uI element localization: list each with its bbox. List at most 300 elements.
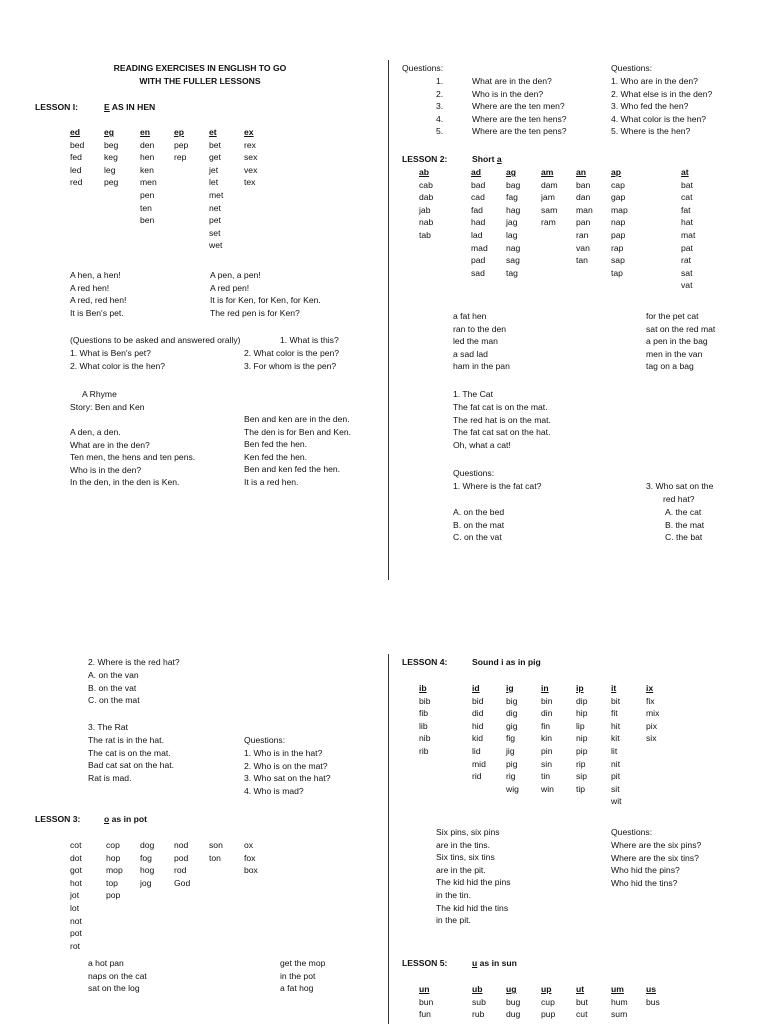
cat-title: 1. The Cat (453, 389, 493, 399)
lesson2-col-head: an (576, 167, 587, 177)
lesson1-title-text: E AS IN HEN (104, 102, 156, 112)
lesson3-title: o as in pot (104, 814, 147, 824)
cat-line-2: The fat cat sat on the hat. (453, 427, 551, 438)
hen-line-1: A red hen! (70, 282, 110, 293)
lesson4-word: tin (541, 771, 551, 782)
poem-line-5: in the tin. (436, 889, 471, 900)
lesson3-col-4 (209, 839, 223, 864)
lesson2-word: mat (681, 229, 696, 240)
lesson4-word: dig (506, 708, 518, 719)
cat-q1-opt-2: C. on the vat (453, 532, 502, 543)
lesson3-word: jog (140, 877, 152, 888)
q2-opt-2: C. on the mat (88, 695, 140, 706)
questions2-list (611, 75, 712, 138)
lesson2-word: mad (471, 242, 488, 253)
lesson1-word: leg (104, 164, 116, 175)
lesson4-word: big (506, 695, 518, 706)
lesson3-word: lot (70, 902, 80, 913)
pen-line-0: A pen, a pen! (210, 270, 261, 280)
lesson3-col-2 (140, 839, 154, 889)
lesson4-word: hip (576, 708, 588, 719)
lesson1-word: ten (140, 202, 152, 213)
lesson1-word: keg (104, 152, 118, 163)
lesson2-word: tap (611, 267, 623, 278)
cat-q1-opt-0: A. on the bed (453, 507, 505, 517)
lesson4-col-ig (506, 682, 519, 795)
lesson2-word: nap (611, 217, 626, 228)
lesson3-col-1 (106, 839, 123, 902)
lesson4-word: hid (472, 720, 484, 731)
lesson5-word: fun (419, 1009, 431, 1020)
lesson2-word: nab (419, 217, 434, 228)
lesson4-word: six (646, 733, 657, 744)
lesson1-word: pep (174, 139, 189, 150)
lesson3-col-0 (70, 839, 82, 952)
lesson5-col-head: um (611, 984, 624, 994)
lesson2-word: hag (506, 204, 521, 215)
poem-line-1: are in the tins. (436, 839, 490, 850)
lesson2-word: hat (681, 217, 693, 228)
lesson2-word: pan (576, 217, 591, 228)
lesson1-col-en (140, 126, 157, 227)
lesson4-word: mix (646, 708, 660, 719)
lesson4-col-head: ip (576, 683, 584, 693)
lesson4-col-id (472, 682, 486, 783)
lesson3-word: fog (140, 852, 152, 863)
lesson4-word: din (541, 708, 553, 719)
pins-questions (611, 839, 701, 889)
lesson3-word: rod (174, 865, 187, 876)
cat-q1-opt-1: B. on the mat (453, 519, 505, 530)
lesson4-col-ip (576, 682, 587, 795)
cat-q3-line2: red hat? (663, 494, 695, 504)
lesson4-word: gig (506, 720, 518, 731)
oral-q-4: 3. For whom is the pen? (244, 361, 337, 371)
lesson3-word: mop (106, 865, 123, 876)
lesson2-word: ram (541, 217, 556, 228)
rhyme-line-1: What are in the den? (70, 439, 150, 450)
lesson3-word: son (209, 840, 223, 850)
lesson4-word: kid (472, 733, 483, 744)
lesson5-word: rub (472, 1009, 485, 1020)
lesson2-word: cad (471, 192, 485, 203)
lesson2-word: dan (576, 192, 591, 203)
lesson2-word: rap (611, 242, 624, 253)
lesson1-label: LESSON I: (35, 102, 78, 112)
questions2-head: Questions: (611, 63, 653, 73)
lesson2-col-ab (419, 166, 433, 242)
rat-line-2: Bad cat sat on the hat. (88, 760, 174, 771)
lesson5-col-up (541, 983, 555, 1021)
lesson1-pen-lines (210, 269, 321, 319)
lesson2-col-head: ag (506, 167, 517, 177)
question-2: Where are the ten men? (472, 101, 565, 112)
lesson5-word: pup (541, 1009, 556, 1020)
oral-q-1: 1. What is Ben's pet? (70, 348, 151, 358)
lesson1-col-ex (244, 126, 257, 189)
lesson3-word: hop (106, 852, 121, 863)
question2-1: 2. What else is in the den? (611, 88, 713, 99)
rhyme-lines (70, 426, 195, 489)
phrase-right-3: men in the van (646, 348, 703, 359)
pen-line-2: It is for Ken, for Ken, for Ken. (210, 295, 321, 306)
lesson3-word: pop (106, 890, 121, 901)
lesson5-col-head: un (419, 984, 430, 994)
lesson3-word: hog (140, 865, 155, 876)
lesson1-word: led (70, 164, 82, 175)
oral-q-0: 1. What is this? (280, 335, 339, 345)
lesson2-word: sam (541, 204, 558, 215)
lesson4-word: bit (611, 695, 621, 706)
lesson1-word: rep (174, 152, 187, 163)
lesson4-word: did (472, 708, 484, 719)
lesson2-col-ap (611, 166, 628, 279)
lesson4-word: wit (611, 796, 622, 807)
lesson3-word: top (106, 877, 118, 888)
phrase-left-3: a sad lad (453, 348, 488, 359)
lesson2-title: Short a (472, 154, 502, 164)
lesson1-title (104, 101, 155, 114)
lesson2-word: dab (419, 192, 434, 203)
poem-line-7: in the pit. (436, 915, 471, 926)
lesson2-word: lag (506, 229, 518, 240)
lesson4-word: nit (611, 758, 621, 769)
lesson4-word: kit (611, 733, 620, 744)
lesson3-word: ton (209, 852, 221, 863)
lesson4-word: nip (576, 733, 588, 744)
lesson2-word: pat (681, 242, 693, 253)
lesson5-word: hum (611, 996, 628, 1007)
lesson2-col-head: ad (471, 167, 482, 177)
lesson2-word: jag (506, 217, 518, 228)
lesson1-word: met (209, 189, 224, 200)
lesson3-word: pot (70, 928, 82, 939)
cat-line-3: Oh, what a cat! (453, 439, 511, 450)
lesson4-word: rid (472, 771, 482, 782)
cat-q3-opt-2: C. the bat (665, 532, 703, 543)
lesson4-word: pix (646, 720, 657, 731)
questions-numbers (436, 75, 443, 138)
rat-lines (88, 734, 174, 784)
phrase-right-1: sat on the red mat (646, 323, 716, 334)
pins-q-head: Questions: (611, 827, 653, 837)
lesson1-word: let (209, 177, 219, 188)
question-num-1: 2. (436, 88, 444, 99)
lesson3-phrase-left-0: a hot pan (88, 958, 124, 968)
lesson4-col-ix (646, 682, 659, 745)
lesson2-col-at (681, 166, 695, 292)
oral-note: (Questions to be asked and answered orally) (70, 335, 241, 345)
lesson3-word: ox (244, 840, 254, 850)
page-divider-bottom (388, 654, 389, 1024)
cat-q3-opt-0: A. the cat (665, 507, 702, 517)
lesson3-col-5 (244, 839, 258, 877)
lesson2-word: pap (611, 229, 626, 240)
doc-title-line1: READING EXERCISES IN ENGLISH TO GO (113, 63, 287, 73)
phrase-left-1: ran to the den (453, 323, 507, 334)
lesson1-col-head: eg (104, 127, 115, 137)
lesson3-word: box (244, 865, 258, 876)
rat-q-2: 3. Who sat on the hat? (244, 773, 331, 784)
lesson2-word: cat (681, 192, 693, 203)
rat-questions (244, 747, 330, 797)
lesson1-word: red (70, 177, 83, 188)
lesson1-col-head: et (209, 127, 217, 137)
lesson4-word: fit (611, 708, 618, 719)
lesson2-word: tab (419, 229, 431, 240)
lesson1-word: sex (244, 152, 258, 163)
lesson3-phrase-left-2: sat on the log (88, 983, 140, 994)
lesson2-word: lad (471, 229, 483, 240)
question-0: What are in the den? (472, 76, 552, 86)
lesson5-col-head: ut (576, 984, 585, 994)
lesson5-col-head: ug (506, 984, 517, 994)
lesson1-word: jet (209, 164, 219, 175)
lesson3-phrases-right (280, 957, 325, 995)
pins-poem (436, 826, 511, 927)
question2-2: 3. Who fed the hen? (611, 101, 689, 112)
lesson1-word: bed (70, 139, 85, 150)
lesson4-word: fix (646, 695, 655, 706)
lesson4-word: pip (576, 745, 588, 756)
lesson1-word: vex (244, 164, 258, 175)
lesson1-word: peg (104, 177, 119, 188)
lesson1-word: pet (209, 215, 221, 226)
lesson3-phrase-right-0: get the mop (280, 958, 326, 968)
lesson5-word: bun (419, 996, 434, 1007)
lesson5-col-um (611, 983, 628, 1021)
story-lines (244, 413, 351, 489)
lesson1-word: fed (70, 152, 82, 163)
poem-line-0: Six pins, six pins (436, 827, 500, 837)
lesson3-word: dot (70, 852, 82, 863)
pins-q-1: Where are the six tins? (611, 852, 699, 863)
lesson4-word: sit (611, 783, 620, 794)
question-num-3: 4. (436, 113, 444, 124)
lesson4-col-head: it (611, 683, 617, 693)
oral-q-3: 2. What color is the hen? (70, 361, 166, 371)
lesson2-word: sag (506, 255, 520, 266)
lesson5-col-head: us (646, 984, 657, 994)
lesson4-word: nib (419, 733, 431, 744)
lesson1-word: pen (140, 189, 155, 200)
cat-line-0: The fat cat is on the mat. (453, 402, 548, 412)
lesson1-word: tex (244, 177, 256, 188)
lesson4-word: fib (419, 708, 429, 719)
q2-opt-0: A. on the van (88, 670, 139, 680)
lesson2-word: ban (576, 179, 591, 190)
lesson1-word: ken (140, 164, 154, 175)
lesson4-word: rip (576, 758, 586, 769)
lesson1-word: men (140, 177, 157, 188)
lesson5-col-ub (472, 983, 486, 1021)
question-num-2: 3. (436, 101, 444, 112)
lesson2-word: fad (471, 204, 483, 215)
lesson4-col-head: ig (506, 683, 514, 693)
lesson4-word: pin (541, 745, 553, 756)
lesson2-col-head: at (681, 167, 689, 177)
lesson3-label: LESSON 3: (35, 814, 81, 824)
lesson5-word: bus (646, 996, 660, 1007)
story-line-5: It is a red hen. (244, 476, 299, 487)
lesson1-word: hen (140, 152, 155, 163)
lesson4-word: lib (419, 720, 428, 731)
lesson2-word: pad (471, 255, 486, 266)
lesson4-word: fig (506, 733, 516, 744)
lesson4-word: wig (506, 783, 519, 794)
lesson4-col-head: id (472, 683, 480, 693)
lesson4-col-it (611, 682, 622, 808)
pins-q-2: Who hid the pins? (611, 865, 680, 876)
lesson1-col-ep (174, 126, 188, 164)
lesson3-word: rot (70, 940, 81, 951)
lesson1-word: set (209, 227, 221, 238)
q2-question: 2. Where is the red hat? (88, 657, 180, 667)
lesson4-word: pig (506, 758, 518, 769)
question-num-4: 5. (436, 126, 444, 137)
lesson4-title: Sound i as in pig (472, 657, 541, 667)
rat-line-1: The cat is on the mat. (88, 747, 171, 758)
lesson4-word: fin (541, 720, 551, 731)
lesson4-word: sin (541, 758, 552, 769)
lesson2-word: dam (541, 179, 558, 190)
lesson5-word: cup (541, 996, 555, 1007)
question2-4: 5. Where is the hen? (611, 126, 691, 137)
lesson5-col-us (646, 983, 660, 1008)
lesson3-word: got (70, 865, 82, 876)
cat-q3-line1: 3. Who sat on the (646, 481, 714, 491)
lesson2-col-head: ap (611, 167, 622, 177)
lesson5-word: sum (611, 1009, 628, 1020)
lesson5-label: LESSON 5: (402, 958, 448, 968)
rhyme-line-2: Ten men, the hens and ten pens. (70, 452, 196, 463)
hen-line-0: A hen, a hen! (70, 270, 121, 280)
lesson3-phrase-right-2: a fat hog (280, 983, 314, 994)
lesson2-word: van (576, 242, 590, 253)
lesson4-col-head: ix (646, 683, 654, 693)
lesson4-word: lit (611, 745, 618, 756)
lesson3-word: nod (174, 840, 189, 850)
lesson3-phrases-left (88, 957, 147, 995)
oral-q-2: 2. What color is the pen? (244, 348, 340, 358)
phrases-left (453, 310, 510, 373)
lesson4-col-in (541, 682, 554, 795)
lesson5-word: bug (506, 996, 521, 1007)
question2-0: 1. Who are in the den? (611, 76, 698, 86)
lesson4-word: lip (576, 720, 585, 731)
lesson4-word: pit (611, 771, 621, 782)
lesson4-word: jig (506, 745, 515, 756)
hen-line-2: A red, red hen! (70, 295, 127, 306)
lesson4-word: hit (611, 720, 621, 731)
lesson4-word: kin (541, 733, 552, 744)
pins-q-0: Where are the six pins? (611, 840, 702, 850)
question-1: Who is in the den? (472, 88, 544, 99)
rat-q-0: 1. Who is in the hat? (244, 748, 323, 758)
phrases-right (646, 310, 715, 373)
lesson1-col-head: en (140, 127, 151, 137)
lesson1-col-ed (70, 126, 84, 189)
questions-head: Questions: (402, 63, 444, 73)
lesson5-word: but (576, 996, 588, 1007)
lesson5-word: dug (506, 1009, 521, 1020)
rhyme-line-3: Who is in the den? (70, 464, 142, 475)
lesson3-col-3 (174, 839, 190, 889)
cat-q3-options (665, 506, 704, 544)
lesson1-word: bet (209, 139, 221, 150)
question-4: Where are the ten pens? (472, 126, 567, 137)
lesson2-word: ran (576, 229, 589, 240)
doc-title-line2: WITH THE FULLER LESSONS (139, 76, 261, 86)
rhyme-line-4: In the den, in the den is Ken. (70, 477, 180, 488)
lesson5-word: sub (472, 996, 486, 1007)
lesson5-col-head: ub (472, 984, 483, 994)
lesson3-word: hot (70, 877, 82, 888)
lesson4-word: lid (472, 745, 481, 756)
question-3: Where are the ten hens? (472, 113, 567, 124)
pen-line-1: A red pen! (210, 282, 250, 293)
lesson1-col-eg (104, 126, 118, 189)
lesson2-word: bad (471, 179, 486, 190)
q2-options (88, 669, 140, 707)
lesson1-col-head: ed (70, 127, 81, 137)
question-num-0: 1. (436, 76, 444, 86)
lesson1-word: net (209, 202, 221, 213)
cat-q1-options (453, 506, 504, 544)
lesson4-col-ib (419, 682, 430, 758)
lesson3-word: fox (244, 852, 256, 863)
story-line-4: Ben and ken fed the hen. (244, 464, 341, 475)
lesson1-col-head: ep (174, 127, 185, 137)
story-line-2: Ben fed the hen. (244, 439, 308, 450)
cat-lines (453, 401, 551, 451)
lesson2-word: rat (681, 255, 692, 266)
lesson5-title: u as in sun (472, 958, 517, 968)
lesson2-word: fat (681, 204, 691, 215)
lesson2-word: gap (611, 192, 626, 203)
lesson2-col-an (576, 166, 593, 267)
phrase-left-4: ham in the pan (453, 361, 510, 372)
lesson1-col-head: ex (244, 127, 254, 137)
lesson2-word: tan (576, 255, 588, 266)
lesson2-word: vat (681, 280, 693, 291)
lesson4-word: win (541, 783, 554, 794)
cat-q1: 1. Where is the fat cat? (453, 481, 542, 491)
story-line-3: Ken fed the hen. (244, 451, 308, 462)
questions-list (472, 75, 567, 138)
phrase-right-0: for the pet cat (646, 311, 699, 321)
phrase-right-2: a pen in the bag (646, 336, 708, 347)
lesson2-word: map (611, 204, 628, 215)
lesson4-label: LESSON 4: (402, 657, 448, 667)
rhyme-line-0: A den, a den. (70, 427, 121, 437)
lesson2-word: sap (611, 255, 625, 266)
lesson4-col-head: in (541, 683, 549, 693)
lesson1-hen-lines (70, 269, 126, 319)
lesson2-word: bat (681, 179, 693, 190)
lesson2-col-am (541, 166, 558, 229)
lesson3-word: jot (70, 890, 80, 901)
lesson4-word: rib (419, 745, 429, 756)
lesson4-word: tip (576, 783, 586, 794)
cat-line-1: The red hat is on the mat. (453, 414, 551, 425)
lesson2-col-head: ab (419, 167, 430, 177)
rat-line-3: Rat is mad. (88, 772, 132, 783)
lesson4-col-head: ib (419, 683, 427, 693)
rat-line-0: The rat is in the hat. (88, 735, 164, 745)
lesson2-word: sat (681, 267, 693, 278)
lesson3-phrase-right-1: in the pot (280, 970, 316, 981)
